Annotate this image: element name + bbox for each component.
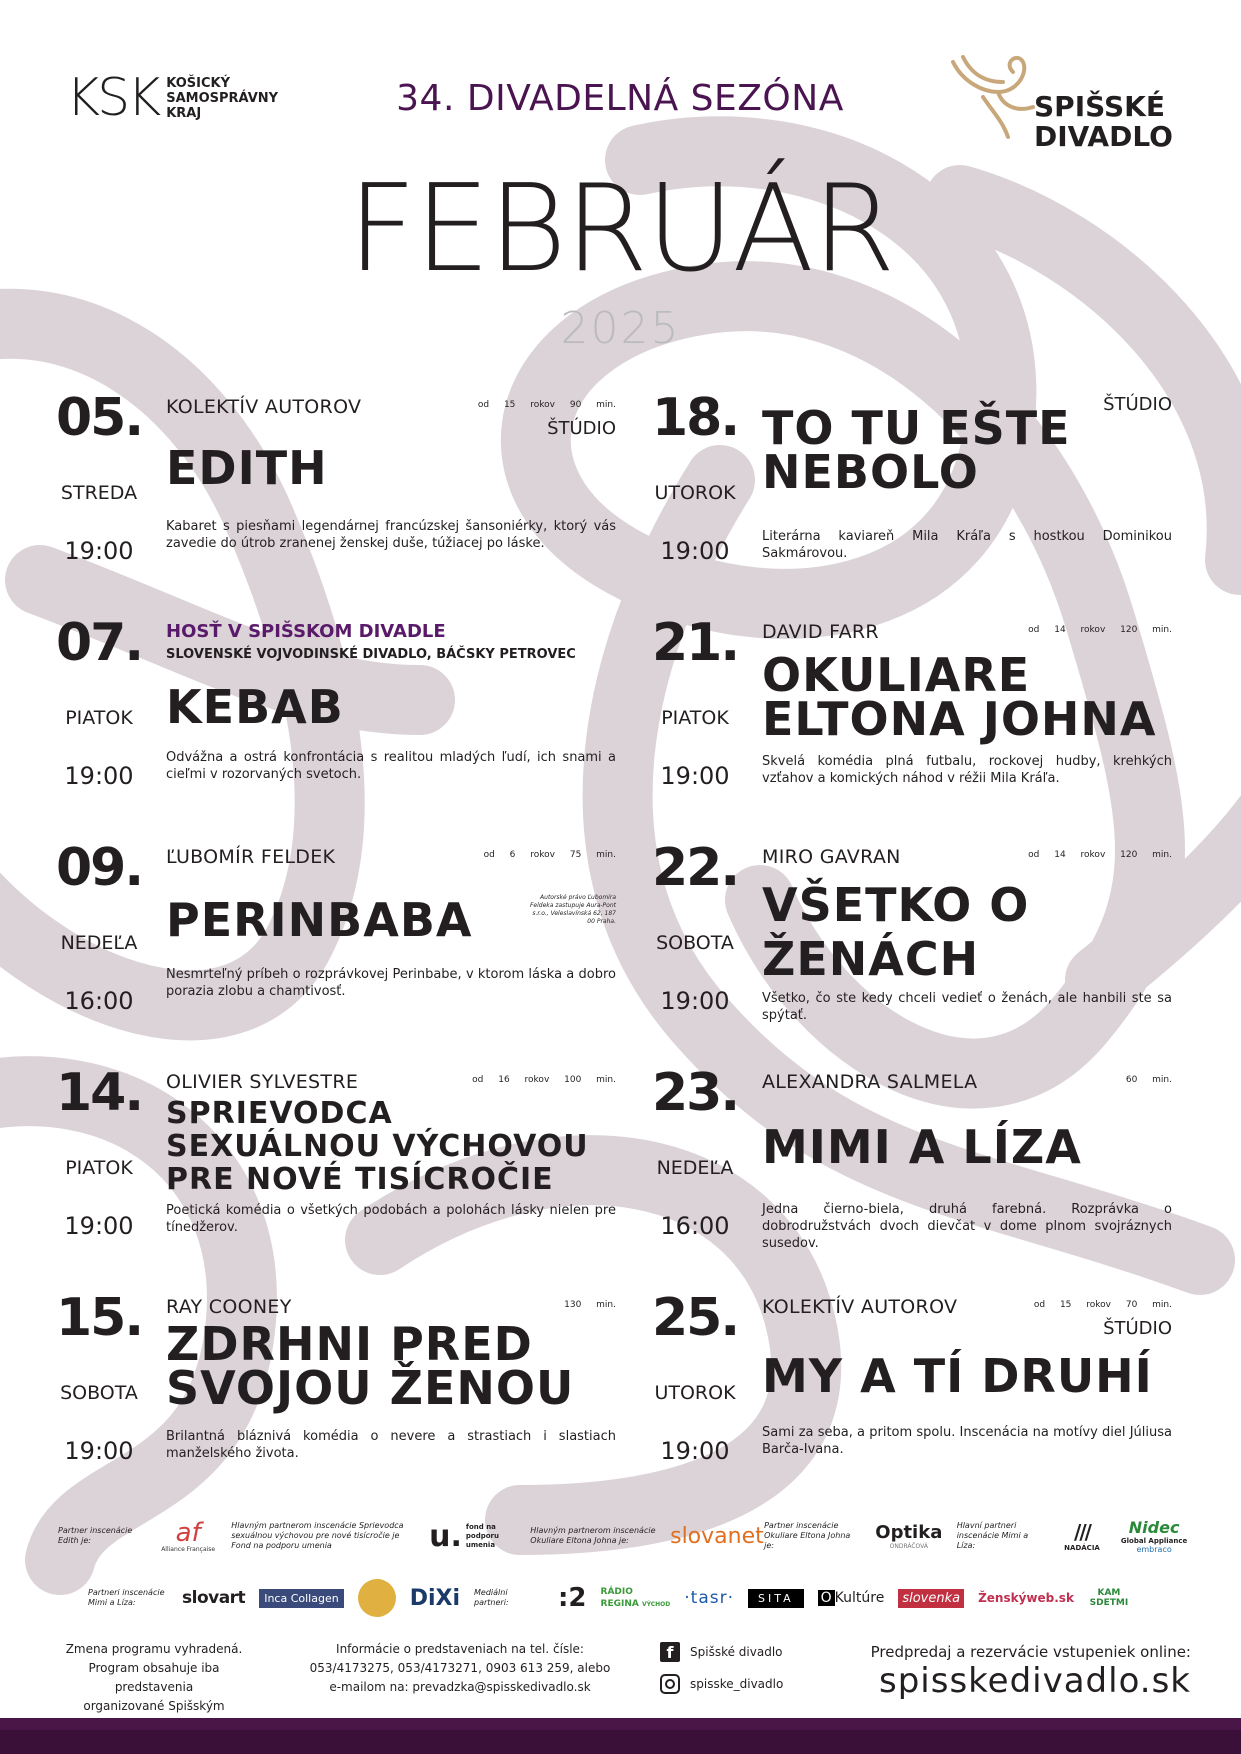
tasr-logo: ·tasr· <box>684 1588 734 1608</box>
year-title: 2025 <box>560 303 681 354</box>
event-venue: ŠTÚDIO <box>1103 394 1172 415</box>
event-venue: ŠTÚDIO <box>1103 1318 1172 1339</box>
month-title: FEBRUÁR <box>347 160 894 299</box>
event-description: Odvážna a ostrá konfrontácia s realitou mladých ľudí, ich snami a cieľmi v rozorvaných svetoch. <box>166 750 616 782</box>
ksk-logo-mark: KSK <box>66 68 159 128</box>
partner-label: Partner inscenácie Edith je: <box>58 1526 133 1545</box>
event-author: KOLEKTÍV AUTOROV <box>762 1296 958 1318</box>
event-weekday: SOBOTA <box>656 932 734 954</box>
event-day: 22. <box>652 838 739 898</box>
partner-label: Hlavným partnerom inscenácie Sprievodca sexuálnou výchovou pre nové tisícročie je Fond na podporu umenia <box>231 1521 404 1550</box>
instagram-icon <box>660 1674 680 1694</box>
theatre-name-line2: DIVADLO <box>1034 120 1173 153</box>
event-weekday: PIATOK <box>65 707 133 729</box>
event-weekday: UTOROK <box>654 482 736 504</box>
event-author: OLIVIER SYLVESTRE <box>166 1071 359 1093</box>
nidec-logo: Nidec Global Appliance embraco <box>1120 1518 1188 1554</box>
ksk-logo-text: KOŠICKÝ SAMOSPRÁVNY KRAJ <box>166 75 279 121</box>
event-day: 23. <box>652 1063 739 1123</box>
spisske-divadlo-logo <box>943 52 1173 162</box>
event-day: 09. <box>56 838 143 898</box>
event-day: 05. <box>56 388 143 448</box>
event-title: VŠETKO O ŽENÁCH <box>762 878 1030 986</box>
event-weekday: PIATOK <box>661 707 729 729</box>
lion-mascot-icon <box>358 1579 396 1617</box>
facebook-link[interactable]: f Spišské divadlo <box>660 1638 783 1666</box>
partners-row-1 <box>58 1508 1188 1564</box>
event-description: Skvelá komédia plná futbalu, rockovej hudby, krehkých vzťahov a komických náhod v réžii Mila Kráľa. <box>762 754 1172 786</box>
event-meta: 130 min. <box>564 1300 616 1310</box>
website-link[interactable]: spisskedivadlo.sk <box>879 1661 1191 1701</box>
radio-regina-logo: RÁDIO REGINA VÝCHOD <box>600 1586 671 1609</box>
event-author: KOLEKTÍV AUTOROV <box>166 396 362 418</box>
event-meta: od 6 rokov 75 min. <box>483 850 616 860</box>
event-description: Všetko, čo ste kedy chceli vedieť o ženách, ale hanbili ste sa spýtať. <box>762 991 1172 1023</box>
event-time: 19:00 <box>660 762 730 790</box>
event-venue: ŠTÚDIO <box>547 418 616 439</box>
slovenka-logo: slovenka <box>898 1589 964 1608</box>
event-time: 19:00 <box>64 1212 134 1240</box>
event-kebab <box>56 613 616 817</box>
event-zdrhni <box>56 1288 616 1492</box>
event-description: Literárna kaviareň Mila Kráľa s hostkou Dominikou Sakmárovou. <box>762 529 1172 561</box>
event-author: ALEXANDRA SALMELA <box>762 1071 978 1093</box>
event-title: SPRIEVODCA SEXUÁLNOU VÝCHOVOU PRE NOVÉ TISÍCROČIE <box>166 1096 589 1197</box>
zensky-web-logo: Ženskýweb.sk <box>978 1591 1074 1605</box>
event-meta: od 15 rokov 70 min. <box>1033 1300 1172 1310</box>
event-author: DAVID FARR <box>762 621 879 643</box>
event-meta: 60 min. <box>1125 1075 1172 1085</box>
guest-company: SLOVENSKÉ VOJVODINSKÉ DIVADLO, BÁČSKY PETROVEC <box>166 647 576 662</box>
event-time: 19:00 <box>660 1437 730 1465</box>
event-okuliare <box>652 613 1172 817</box>
event-title: TO TU EŠTE NEBOLO <box>762 401 1071 499</box>
presale <box>871 1643 1191 1701</box>
event-meta: od 16 rokov 100 min. <box>472 1075 616 1085</box>
event-description: Poetická komédia o všetkých podobách a polohách lásky nielen pre tínedžerov. <box>166 1203 616 1235</box>
event-mimi-a-liza <box>652 1063 1172 1267</box>
event-time: 16:00 <box>64 987 134 1015</box>
partner-label: Mediálni partneri: <box>474 1588 509 1607</box>
event-meta: od 14 rokov 120 min. <box>1028 850 1172 860</box>
event-sprievodca <box>56 1063 616 1267</box>
kulture-logo: O Kultúre <box>818 1590 885 1606</box>
partner-label: Partneri inscenácie Mimi a Líza: <box>88 1588 165 1607</box>
kam-s-detmi-logo: KAM SDETMI <box>1089 1588 1129 1608</box>
event-time: 16:00 <box>660 1212 730 1240</box>
event-author: MIRO GAVRAN <box>762 846 901 868</box>
bottom-bar-dark <box>0 1730 1241 1754</box>
presale-label: Predpredaj a rezervácie vstupeniek online: <box>870 1643 1191 1661</box>
event-to-tu-este-nebolo <box>652 388 1172 592</box>
optika-logo: Optika ONDRÁČOVÁ <box>875 1522 943 1550</box>
event-title: KEBAB <box>166 680 344 734</box>
social-links <box>660 1638 783 1698</box>
partners-row-2 <box>88 1572 1168 1624</box>
season-title: 34. DIVADELNÁ SEZÓNA <box>396 78 844 119</box>
facebook-icon: f <box>660 1642 680 1662</box>
event-author: RAY COONEY <box>166 1296 292 1318</box>
event-author: ĽUBOMÍR FELDEK <box>166 846 336 868</box>
event-day: 21. <box>652 613 739 673</box>
fpu-logo: u. fond na podporu umenia <box>429 1518 499 1554</box>
footer-email[interactable]: e-mailom na: prevadzka@spisskedivadlo.sk <box>329 1680 591 1694</box>
dvojka-logo: :2 <box>558 1583 587 1613</box>
slovart-logo: slovart <box>182 1588 246 1608</box>
event-title: MIMI A LÍZA <box>762 1120 1082 1174</box>
swan-icon <box>943 52 1043 142</box>
ksk-logo <box>66 68 279 128</box>
event-meta: od 15 rokov 90 min. <box>477 400 616 410</box>
guest-label: HOSŤ V SPIŠSKOM DIVADLE <box>166 621 446 642</box>
event-perinbaba <box>56 838 616 1042</box>
event-weekday: STREDA <box>60 482 138 504</box>
sita-logo: SITA <box>748 1589 804 1608</box>
partner-label: Partner inscenácie Okuliare Eltona Johna je: <box>764 1521 851 1550</box>
alliance-francaise-logo: af Alliance Française <box>161 1517 216 1553</box>
event-day: 14. <box>56 1063 143 1123</box>
event-title: EDITH <box>166 441 328 495</box>
event-time: 19:00 <box>660 537 730 565</box>
event-weekday: SOBOTA <box>60 1382 138 1404</box>
event-description: Kabaret s piesňami legendárnej francúzskej šansoniérky, ktorý vás zavedie do útrob zranenej ženskej duše, túžiacej po láske. <box>166 519 616 551</box>
event-title: ZDRHNI PRED SVOJOU ŽENOU <box>166 1317 575 1415</box>
event-time: 19:00 <box>64 1437 134 1465</box>
event-weekday: UTOROK <box>654 1382 736 1404</box>
event-meta: od 14 rokov 120 min. <box>1028 625 1172 635</box>
event-time: 19:00 <box>64 762 134 790</box>
slovanet-logo: slovanet <box>670 1523 764 1549</box>
instagram-link[interactable]: spisske_divadlo <box>660 1670 783 1698</box>
partner-label: Hlavní partneri inscenácie Mimi a Líza: <box>956 1521 1029 1550</box>
theatre-name-line1: SPIŠSKÉ <box>1034 90 1166 123</box>
inca-collagen-logo: Inca Collagen <box>259 1589 344 1608</box>
partner-label: Hlavným partnerom inscenácie Okuliare Eltona Johna je: <box>530 1526 656 1545</box>
event-my-a-ti-druhi <box>652 1288 1172 1492</box>
event-time: 19:00 <box>64 537 134 565</box>
nadacia-tb-logo: /// NADÁCIA <box>1064 1520 1100 1552</box>
event-day: 25. <box>652 1288 739 1348</box>
footer-contact: Informácie o predstaveniach na tel. čísle: 053/4173275, 053/4173271, 0903 613 259, alebo e-mailom na: prevadzka@spisskedivadlo.sk <box>300 1640 620 1697</box>
event-edith <box>56 388 616 592</box>
event-title: OKULIARE ELTONA JOHNA <box>762 648 1157 746</box>
event-weekday: NEDEĽA <box>60 932 138 954</box>
copyright-note: Autorské právo Ľubomíra Feldeka zastupuje Aura-Pont s.r.o., Veleslavínská 62, 187 00 Praha. <box>529 894 616 925</box>
dixi-logo: DiXi <box>409 1585 461 1611</box>
event-title: PERINBABA <box>166 893 473 947</box>
event-title: MY A TÍ DRUHÍ <box>762 1349 1153 1403</box>
event-description: Jedna čierno-biela, druhá farebná. Rozprávka o dobrodružstvách dvoch dievčat v dome plnom svojráznych susedov. <box>762 1202 1172 1251</box>
event-day: 18. <box>652 388 739 448</box>
footer-notice: Zmena programu vyhradená. Program obsahuje iba predstavenia organizované Spišským <box>65 1642 243 1713</box>
event-weekday: PIATOK <box>65 1157 133 1179</box>
event-weekday: NEDEĽA <box>656 1157 734 1179</box>
event-day: 07. <box>56 613 143 673</box>
event-description: Nesmrteľný príbeh o rozprávkovej Perinbabe, v ktorom láska a dobro porazia zlobu a chamtivosť. <box>166 967 616 999</box>
event-vsetko-o-zenach <box>652 838 1172 1042</box>
event-day: 15. <box>56 1288 143 1348</box>
event-description: Sami za seba, a pritom spolu. Inscenácia na motívy diel Júliusa Barča-Ivana. <box>762 1425 1172 1457</box>
event-description: Brilantná bláznivá komédia o nevere a strastiach i slastiach manželského života. <box>166 1429 616 1461</box>
event-time: 19:00 <box>660 987 730 1015</box>
